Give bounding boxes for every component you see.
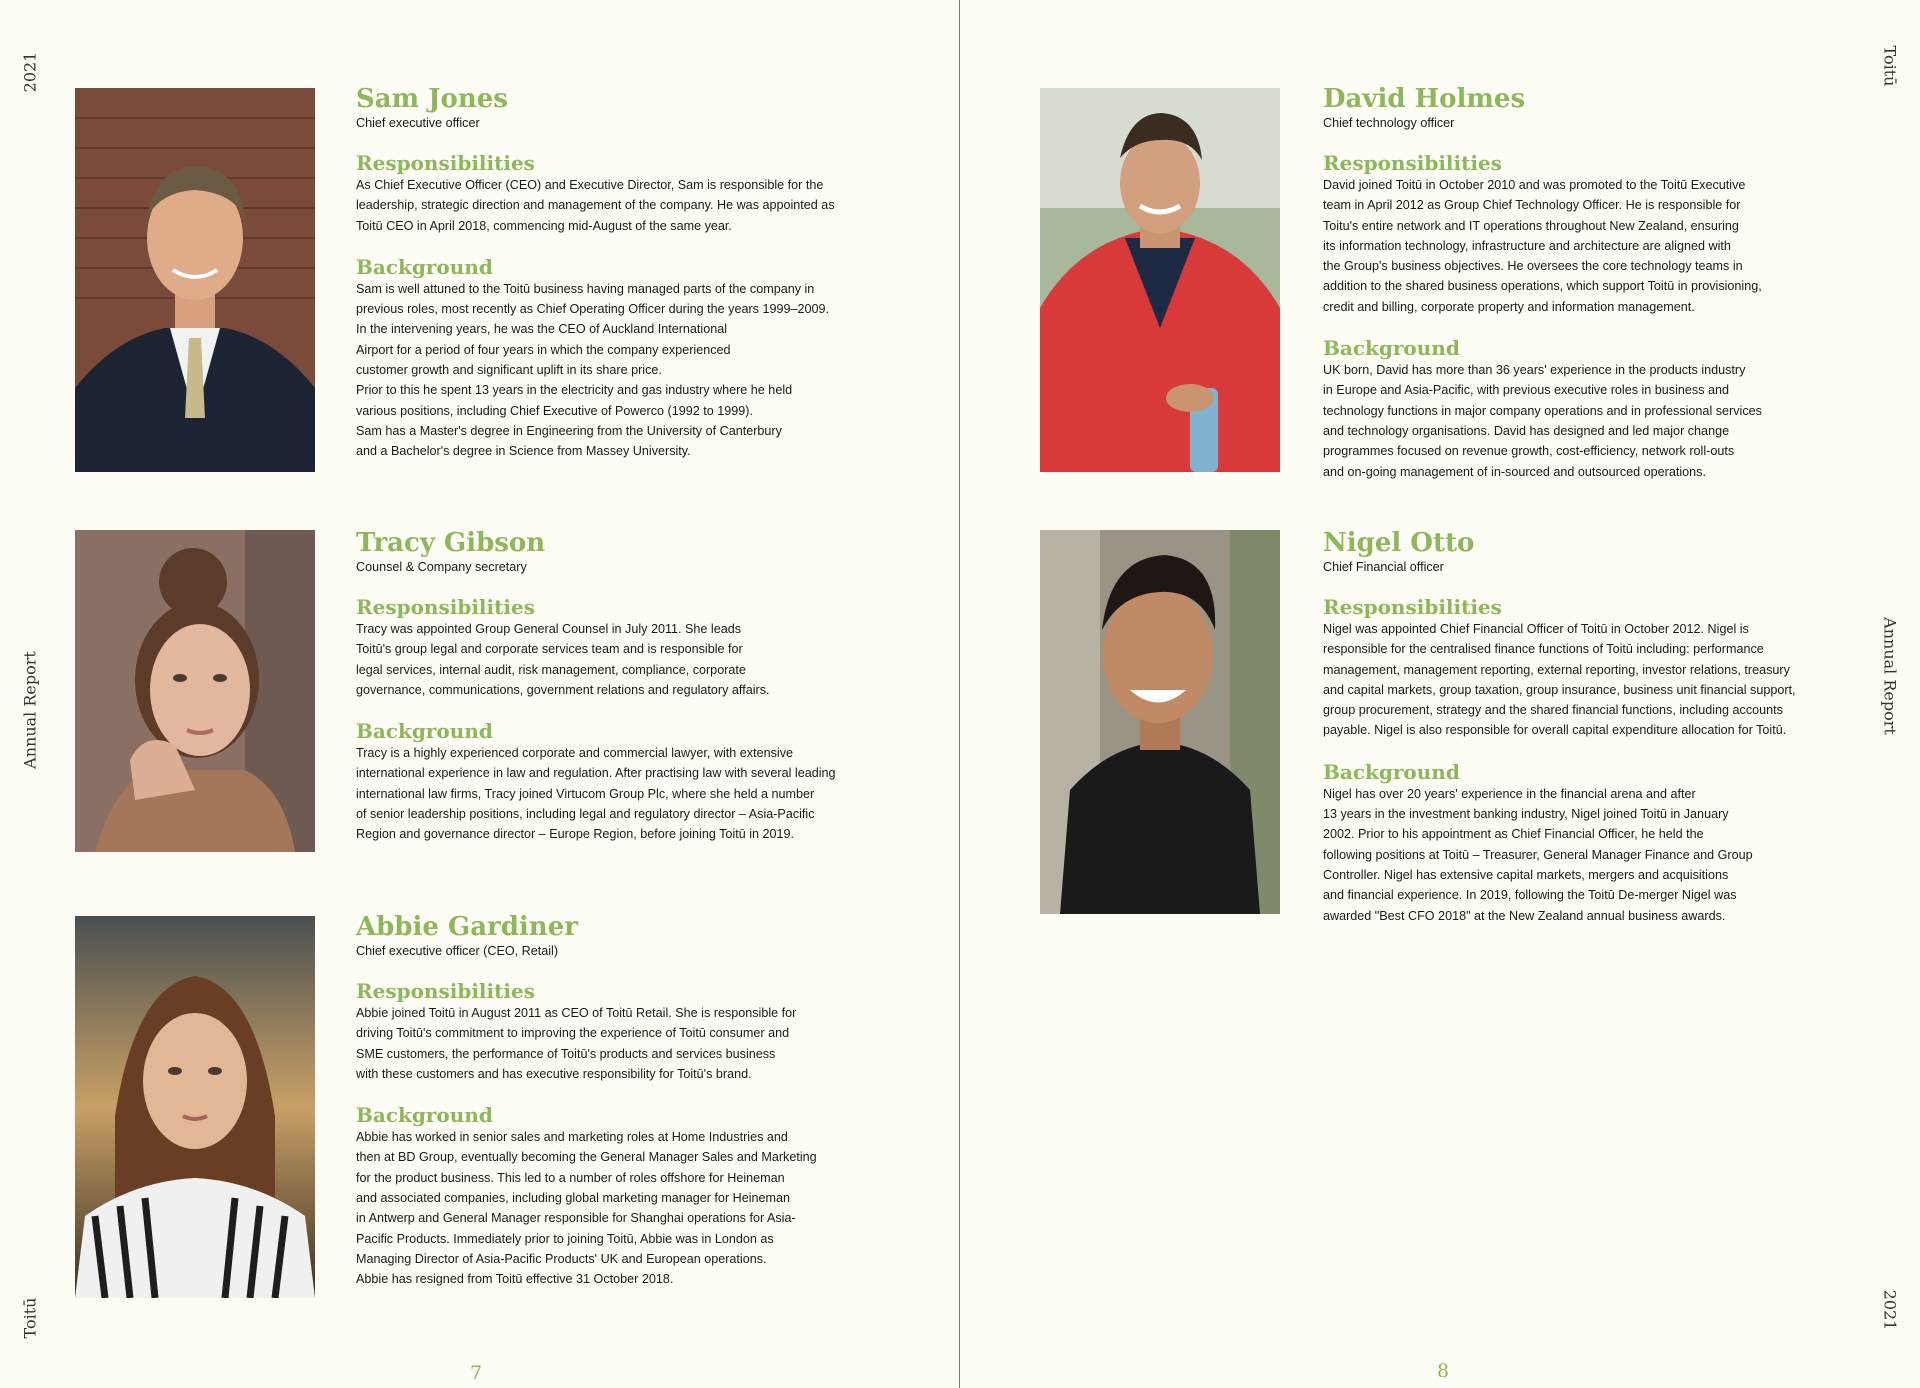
portrait-woman-striped-shirt-image — [75, 916, 315, 1298]
text-line: credit and billing, corporate property and information management. — [1323, 299, 1695, 314]
text-line: international law firms, Tracy joined Virtucom Group Plc, where she held a number — [356, 786, 815, 801]
text-line: UK born, David has more than 36 years' experience in the products industry — [1323, 363, 1746, 378]
portrait-man-red-jacket-image — [1040, 88, 1280, 472]
right-side-year: 2021 — [1880, 1289, 1900, 1331]
text-line: leadership, strategic direction and management of the company. He was appointed as — [356, 198, 835, 213]
text-line: Managing Director of Asia-Pacific Products' UK and European operations. — [356, 1251, 767, 1266]
text-line: SME customers, the performance of Toitū's products and services business — [356, 1046, 776, 1061]
text-line: its information technology, infrastructure and architecture are aligned with — [1323, 238, 1731, 253]
background-heading: Background — [356, 254, 493, 279]
text-line: Prior to this he spent 13 years in the electricity and gas industry where he held — [356, 383, 793, 398]
right-page-number: 8 — [1436, 1360, 1450, 1382]
text-line: team in April 2012 as Group Chief Technology Officer. He is responsible for — [1323, 198, 1741, 213]
profile-abbie-gardiner — [356, 912, 916, 1290]
text-line: Region and governance director – Europe Region, before joining Toitū in 2019. — [356, 827, 795, 842]
profile-role: Counsel & Company secretary — [356, 560, 527, 574]
text-line: and financial experience. In 2019, following the Toitū De-merger Nigel was — [1323, 888, 1737, 903]
profile-name: Tracy Gibson — [356, 528, 546, 558]
text-line: Sam has a Master's degree in Engineering from the University of Canterbury — [356, 423, 782, 438]
profile-role: Chief executive officer (CEO, Retail) — [356, 944, 559, 958]
responsibilities-heading: Responsibilities — [1323, 151, 1502, 175]
portrait-woman-freckles-image — [75, 530, 315, 852]
profile-role: Chief executive officer — [356, 116, 480, 130]
background-text — [356, 1127, 916, 1289]
profile-sam-jones — [356, 84, 916, 462]
text-line: Tracy was appointed Group General Counsel in July 2011. She leads — [356, 622, 742, 636]
page-gutter-divider — [959, 0, 960, 1388]
text-line: in Europe and Asia-Pacific, with previous executive roles in business and — [1323, 383, 1730, 398]
profile-david-holmes — [1323, 84, 1893, 482]
background-text — [356, 279, 916, 462]
responsibilities-text — [356, 175, 916, 236]
text-line: and associated companies, including global marketing manager for Heineman — [356, 1191, 791, 1206]
text-line: of senior leadership positions, including legal and regulatory director – Asia-Pacific — [356, 807, 815, 822]
background-heading: Background — [356, 1103, 493, 1128]
text-line: responsible for the centralised finance functions of Toitū including: performance — [1323, 642, 1764, 657]
text-line: following positions at Toitū – Treasurer, General Manager Finance and Group — [1323, 847, 1753, 862]
responsibilities-text — [356, 619, 916, 700]
right-side-title: Annual Report — [1880, 617, 1900, 735]
text-line: Controller. Nigel has extensive capital markets, mergers and acquisitions — [1323, 867, 1729, 882]
text-line: driving Toitū's commitment to improving the experience of Toitū consumer and — [356, 1026, 790, 1041]
text-line: various positions, including Chief Executive of Powerco (1992 to 1999). — [356, 403, 753, 418]
text-line: 13 years in the investment banking industry, Nigel joined Toitū in January — [1323, 807, 1729, 822]
text-line: Nigel was appointed Chief Financial Officer of Toitū in October 2012. Nigel is — [1323, 622, 1749, 636]
responsibilities-heading: Responsibilities — [356, 979, 535, 1003]
profile-role: Chief technology officer — [1323, 116, 1455, 130]
background-text — [1323, 360, 1893, 482]
text-line: Abbie has worked in senior sales and marketing roles at Home Industries and — [356, 1130, 788, 1145]
text-line: Nigel has over 20 years' experience in the financial arena and after — [1323, 786, 1696, 801]
text-line: Tracy is a highly experienced corporate and commercial lawyer, with extensive — [356, 746, 794, 761]
profile-photo-tracy-gibson — [75, 530, 315, 852]
text-line: legal services, internal audit, risk management, compliance, corporate — [356, 662, 746, 677]
text-line: In the intervening years, he was the CEO of Auckland International — [356, 322, 728, 337]
background-heading: Background — [356, 719, 493, 744]
text-line: previous roles, most recently as Chief Operating Officer during the years 1999–2009. — [356, 302, 829, 317]
profile-photo-david-holmes — [1040, 88, 1280, 472]
text-line: with these customers and has executive responsibility for Toitū's brand. — [356, 1066, 752, 1081]
profile-photo-abbie-gardiner — [75, 916, 315, 1298]
right-side-brand: Toitū — [1880, 45, 1900, 87]
left-side-title: Annual Report — [20, 651, 40, 769]
text-line: Abbie has resigned from Toitū effective 31 October 2018. — [356, 1272, 674, 1287]
text-line: programmes focused on revenue growth, cost-efficiency, network roll-outs — [1323, 444, 1735, 459]
background-text — [356, 743, 916, 844]
text-line: and capital markets, group taxation, group insurance, business unit financial support, — [1323, 682, 1796, 697]
profile-tracy-gibson — [356, 528, 916, 845]
text-line: technology functions in major company operations and in professional services — [1323, 403, 1762, 418]
responsibilities-heading: Responsibilities — [356, 595, 535, 619]
left-side-brand: Toitū — [20, 1297, 40, 1339]
text-line: and technology organisations. David has designed and led major change — [1323, 423, 1730, 438]
text-line: in Antwerp and General Manager responsible for Shanghai operations for Asia- — [356, 1211, 796, 1226]
text-line: customer growth and significant uplift in its share price. — [356, 363, 662, 378]
left-side-year: 2021 — [20, 51, 40, 93]
responsibilities-text — [356, 1003, 916, 1084]
text-line: the Group's business objectives. He oversees the core technology teams in — [1323, 259, 1743, 274]
left-page-number: 7 — [469, 1362, 483, 1384]
text-line: Toitū CEO in April 2018, commencing mid-August of the same year. — [356, 218, 732, 233]
text-line: Abbie joined Toitū in August 2011 as CEO of Toitū Retail. She is responsible for — [356, 1006, 797, 1020]
portrait-man-suit-image — [75, 88, 315, 472]
profile-name: Abbie Gardiner — [356, 912, 578, 942]
profile-nigel-otto — [1323, 528, 1893, 926]
profile-photo-nigel-otto — [1040, 530, 1280, 914]
text-line: Toitū's group legal and corporate services team and is responsible for — [356, 642, 743, 657]
background-heading: Background — [1323, 336, 1460, 361]
text-line: awarded "Best CFO 2018" at the New Zealand annual business awards. — [1323, 908, 1726, 923]
text-line: then at BD Group, eventually becoming the General Manager Sales and Marketing — [356, 1150, 817, 1165]
profile-photo-sam-jones — [75, 88, 315, 472]
profile-name: Nigel Otto — [1323, 528, 1475, 558]
responsibilities-text — [1323, 619, 1893, 741]
text-line: addition to the shared business operations, which support Toitū in provisioning, — [1323, 279, 1762, 294]
profile-name: Sam Jones — [356, 84, 508, 114]
responsibilities-text — [1323, 175, 1893, 317]
text-line: 2002. Prior to his appointment as Chief Financial Officer, he held the — [1323, 827, 1704, 842]
text-line: international experience in law and regulation. After practising law with several leading — [356, 766, 836, 781]
text-line: group procurement, strategy and the shared financial functions, including accounts — [1323, 703, 1783, 718]
background-text — [1323, 784, 1893, 926]
responsibilities-heading: Responsibilities — [356, 151, 535, 175]
text-line: David joined Toitū in October 2010 and was promoted to the Toitū Executive — [1323, 178, 1746, 192]
text-line: As Chief Executive Officer (CEO) and Executive Director, Sam is responsible for the — [356, 178, 824, 192]
text-line: Pacific Products. Immediately prior to joining Toitū, Abbie was in London as — [356, 1231, 774, 1246]
background-heading: Background — [1323, 759, 1460, 784]
profile-name: David Holmes — [1323, 84, 1526, 114]
text-line: Airport for a period of four years in which the company experienced — [356, 342, 731, 357]
text-line: governance, communications, government relations and regulatory affairs. — [356, 682, 770, 697]
text-line: Toitu's entire network and IT operations throughout New Zealand, ensuring — [1323, 218, 1739, 233]
text-line: Sam is well attuned to the Toitū business having managed parts of the company in — [356, 281, 815, 296]
responsibilities-heading: Responsibilities — [1323, 595, 1502, 619]
text-line: management, management reporting, external reporting, investor relations, treasury — [1323, 662, 1790, 677]
portrait-man-black-jacket-image — [1040, 530, 1280, 914]
profile-role: Chief Financial officer — [1323, 560, 1444, 574]
text-line: and a Bachelor's degree in Science from Massey University. — [356, 444, 691, 459]
text-line: and on-going management of in-sourced and outsourced operations. — [1323, 464, 1706, 479]
text-line: for the product business. This led to a number of roles offshore for Heineman — [356, 1170, 785, 1185]
text-line: payable. Nigel is also responsible for overall capital expenditure allocation for Toitū. — [1323, 723, 1787, 738]
